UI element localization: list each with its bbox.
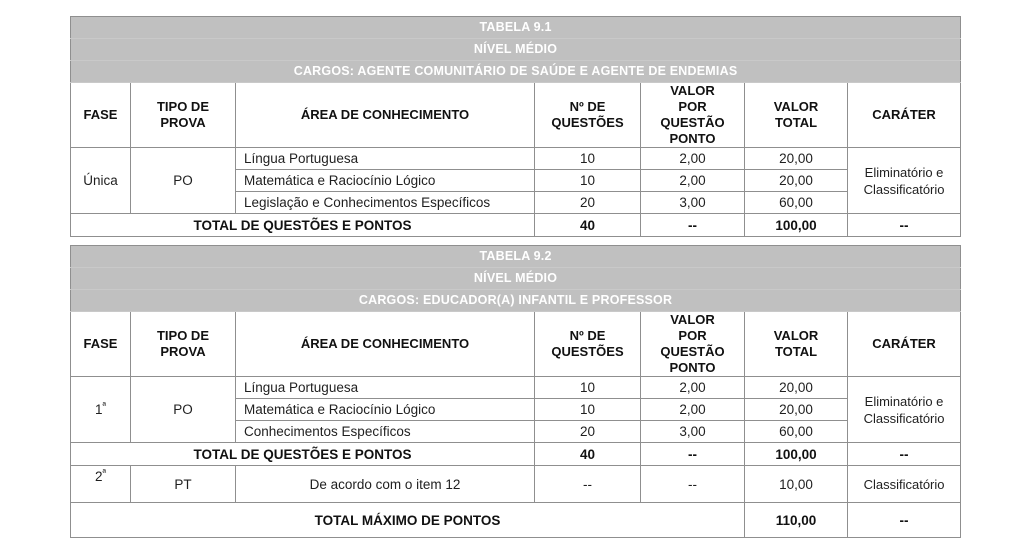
column-header-valor-total-line1: VALOR [773,328,819,343]
cell-valor-por-questao: 3,00 [641,192,745,214]
column-header-valor-total-line2: TOTAL [774,115,818,130]
column-header-valor-por-questao [641,83,745,148]
table-9-1-banner-cargos-row [71,61,961,83]
column-header-num-questoes-line2: QUESTÕES [551,115,624,130]
total-valor-por-questao: -- [641,214,745,237]
cell-area: Matemática e Raciocínio Lógico [236,399,535,421]
cell-area: Matemática e Raciocínio Lógico [236,170,535,192]
cell-valor-total: 20,00 [745,170,848,192]
column-header-valor-por-questao-line1: VALOR [670,312,715,327]
column-header-valor-por-questao-line3: QUESTÃO [660,344,725,359]
column-header-valor-total-line1: VALOR [773,99,819,114]
column-header-carater: CARÁTER [848,83,961,148]
total-valor-total: 100,00 [745,443,848,466]
cell-valor-total: 20,00 [745,399,848,421]
table-9-1 [70,16,961,237]
total-num-questoes: 40 [535,214,641,237]
total-num-questoes: 40 [535,443,641,466]
column-header-num-questoes-line1: Nº DE [569,328,606,343]
table-max-total-row [71,503,961,538]
table-9-1-banner-title-row [71,17,961,39]
column-header-tipo-prova-line1: TIPO DE [156,99,209,114]
cell-fase-1-number: 1 [94,402,103,417]
banner-nivel-text: NÍVEL MÉDIO [473,42,558,56]
cell-num-questoes: 10 [535,148,641,170]
column-header-tipo-prova-line2: PROVA [160,115,206,130]
cell-carater-line1: Eliminatório e [864,393,944,409]
column-header-valor-por-questao-line4: PONTO [669,360,716,375]
column-header-num-questoes-line2: QUESTÕES [551,344,624,359]
column-header-tipo-prova-line1: TIPO DE [156,328,209,343]
table-total-row [71,443,961,466]
cell-valor-total: 20,00 [745,377,848,399]
total-valor-total: 100,00 [745,214,848,237]
column-header-valor-por-questao-line2: POR [678,99,707,114]
column-header-num-questoes [535,83,641,148]
column-header-num-questoes-line1: Nº DE [569,99,606,114]
table-9-2-column-header-row [71,312,961,377]
column-header-valor-por-questao-line1: VALOR [670,83,715,98]
banner-tabela-title [71,17,961,39]
table-9-1-container [70,16,960,237]
cell-tipo-prova: PT [131,466,236,503]
table-row [71,148,961,170]
cell-fase-unica: Única [71,148,131,214]
cell-valor-total: 60,00 [745,192,848,214]
cell-area: Língua Portuguesa [236,377,535,399]
cell-area: De acordo com o item 12 [236,466,535,503]
cell-tipo-prova: PO [131,148,236,214]
table-9-1-banner-level-row [71,39,961,61]
column-header-fase: FASE [71,83,131,148]
cell-fase-1-ordinal: ª [102,400,107,412]
column-header-area: ÁREA DE CONHECIMENTO [236,83,535,148]
column-header-tipo-prova-line2: PROVA [160,344,206,359]
banner-tabela-title-text: TABELA 9.2 [479,249,552,263]
table-9-2 [70,245,961,538]
table-total-row [71,214,961,237]
banner-nivel [71,268,961,290]
column-header-valor-total [745,83,848,148]
cell-num-questoes: 10 [535,377,641,399]
cell-num-questoes: 10 [535,399,641,421]
total-carater: -- [848,443,961,466]
table-row [71,466,961,503]
banner-cargos [71,61,961,83]
cell-fase-2-number: 2 [94,469,103,484]
cell-carater [848,148,961,214]
table-9-2-container [70,245,960,538]
cell-tipo-prova: PO [131,377,236,443]
table-9-2-banner-level-row [71,268,961,290]
cell-carater-line1: Eliminatório e [864,164,944,180]
cell-valor-por-questao: 2,00 [641,148,745,170]
cell-valor-por-questao: 2,00 [641,399,745,421]
column-header-valor-total [745,312,848,377]
cell-num-questoes: 20 [535,421,641,443]
max-total-valor-total: 110,00 [745,503,848,538]
cell-fase-2 [71,466,131,503]
cell-area: Conhecimentos Específicos [236,421,535,443]
banner-cargos [71,290,961,312]
cell-area: Língua Portuguesa [236,148,535,170]
cell-valor-total: 20,00 [745,148,848,170]
banner-tabela-title [71,246,961,268]
total-carater: -- [848,214,961,237]
cell-valor-por-questao: 2,00 [641,377,745,399]
column-header-fase: FASE [71,312,131,377]
cell-num-questoes: -- [535,466,641,503]
max-total-carater: -- [848,503,961,538]
column-header-tipo-prova [131,312,236,377]
banner-cargos-text: CARGOS: AGENTE COMUNITÁRIO DE SAÚDE E AGENTE DE ENDEMIAS [293,64,738,78]
column-header-carater: CARÁTER [848,312,961,377]
cell-carater-line2: Classificatório [863,181,945,197]
table-9-2-banner-title-row [71,246,961,268]
cell-carater: Classificatório [848,466,961,503]
column-header-valor-total-line2: TOTAL [774,344,818,359]
table-row [71,377,961,399]
column-header-area: ÁREA DE CONHECIMENTO [236,312,535,377]
cell-num-questoes: 10 [535,170,641,192]
cell-valor-por-questao: 2,00 [641,170,745,192]
cell-valor-total: 10,00 [745,466,848,503]
cell-carater-line2: Classificatório [863,410,945,426]
column-header-valor-por-questao-line3: QUESTÃO [660,115,725,130]
cell-fase-2-ordinal: ª [102,467,107,479]
total-label: TOTAL DE QUESTÕES E PONTOS [71,443,535,466]
column-header-valor-por-questao-line4: PONTO [669,131,716,146]
table-9-2-banner-cargos-row [71,290,961,312]
cell-valor-total: 60,00 [745,421,848,443]
cell-carater [848,377,961,443]
banner-tabela-title-text: TABELA 9.1 [479,20,552,34]
table-9-1-column-header-row [71,83,961,148]
column-header-valor-por-questao [641,312,745,377]
cell-valor-por-questao: -- [641,466,745,503]
column-header-num-questoes [535,312,641,377]
total-valor-por-questao: -- [641,443,745,466]
banner-nivel [71,39,961,61]
column-header-valor-por-questao-line2: POR [678,328,707,343]
banner-nivel-text: NÍVEL MÉDIO [473,271,558,285]
cell-valor-por-questao: 3,00 [641,421,745,443]
cell-area: Legislação e Conhecimentos Específicos [236,192,535,214]
cell-fase-1 [71,377,131,443]
banner-cargos-text: CARGOS: EDUCADOR(A) INFANTIL E PROFESSOR [358,293,673,307]
column-header-tipo-prova [131,83,236,148]
max-total-label: TOTAL MÁXIMO DE PONTOS [71,503,745,538]
cell-num-questoes: 20 [535,192,641,214]
total-label: TOTAL DE QUESTÕES E PONTOS [71,214,535,237]
